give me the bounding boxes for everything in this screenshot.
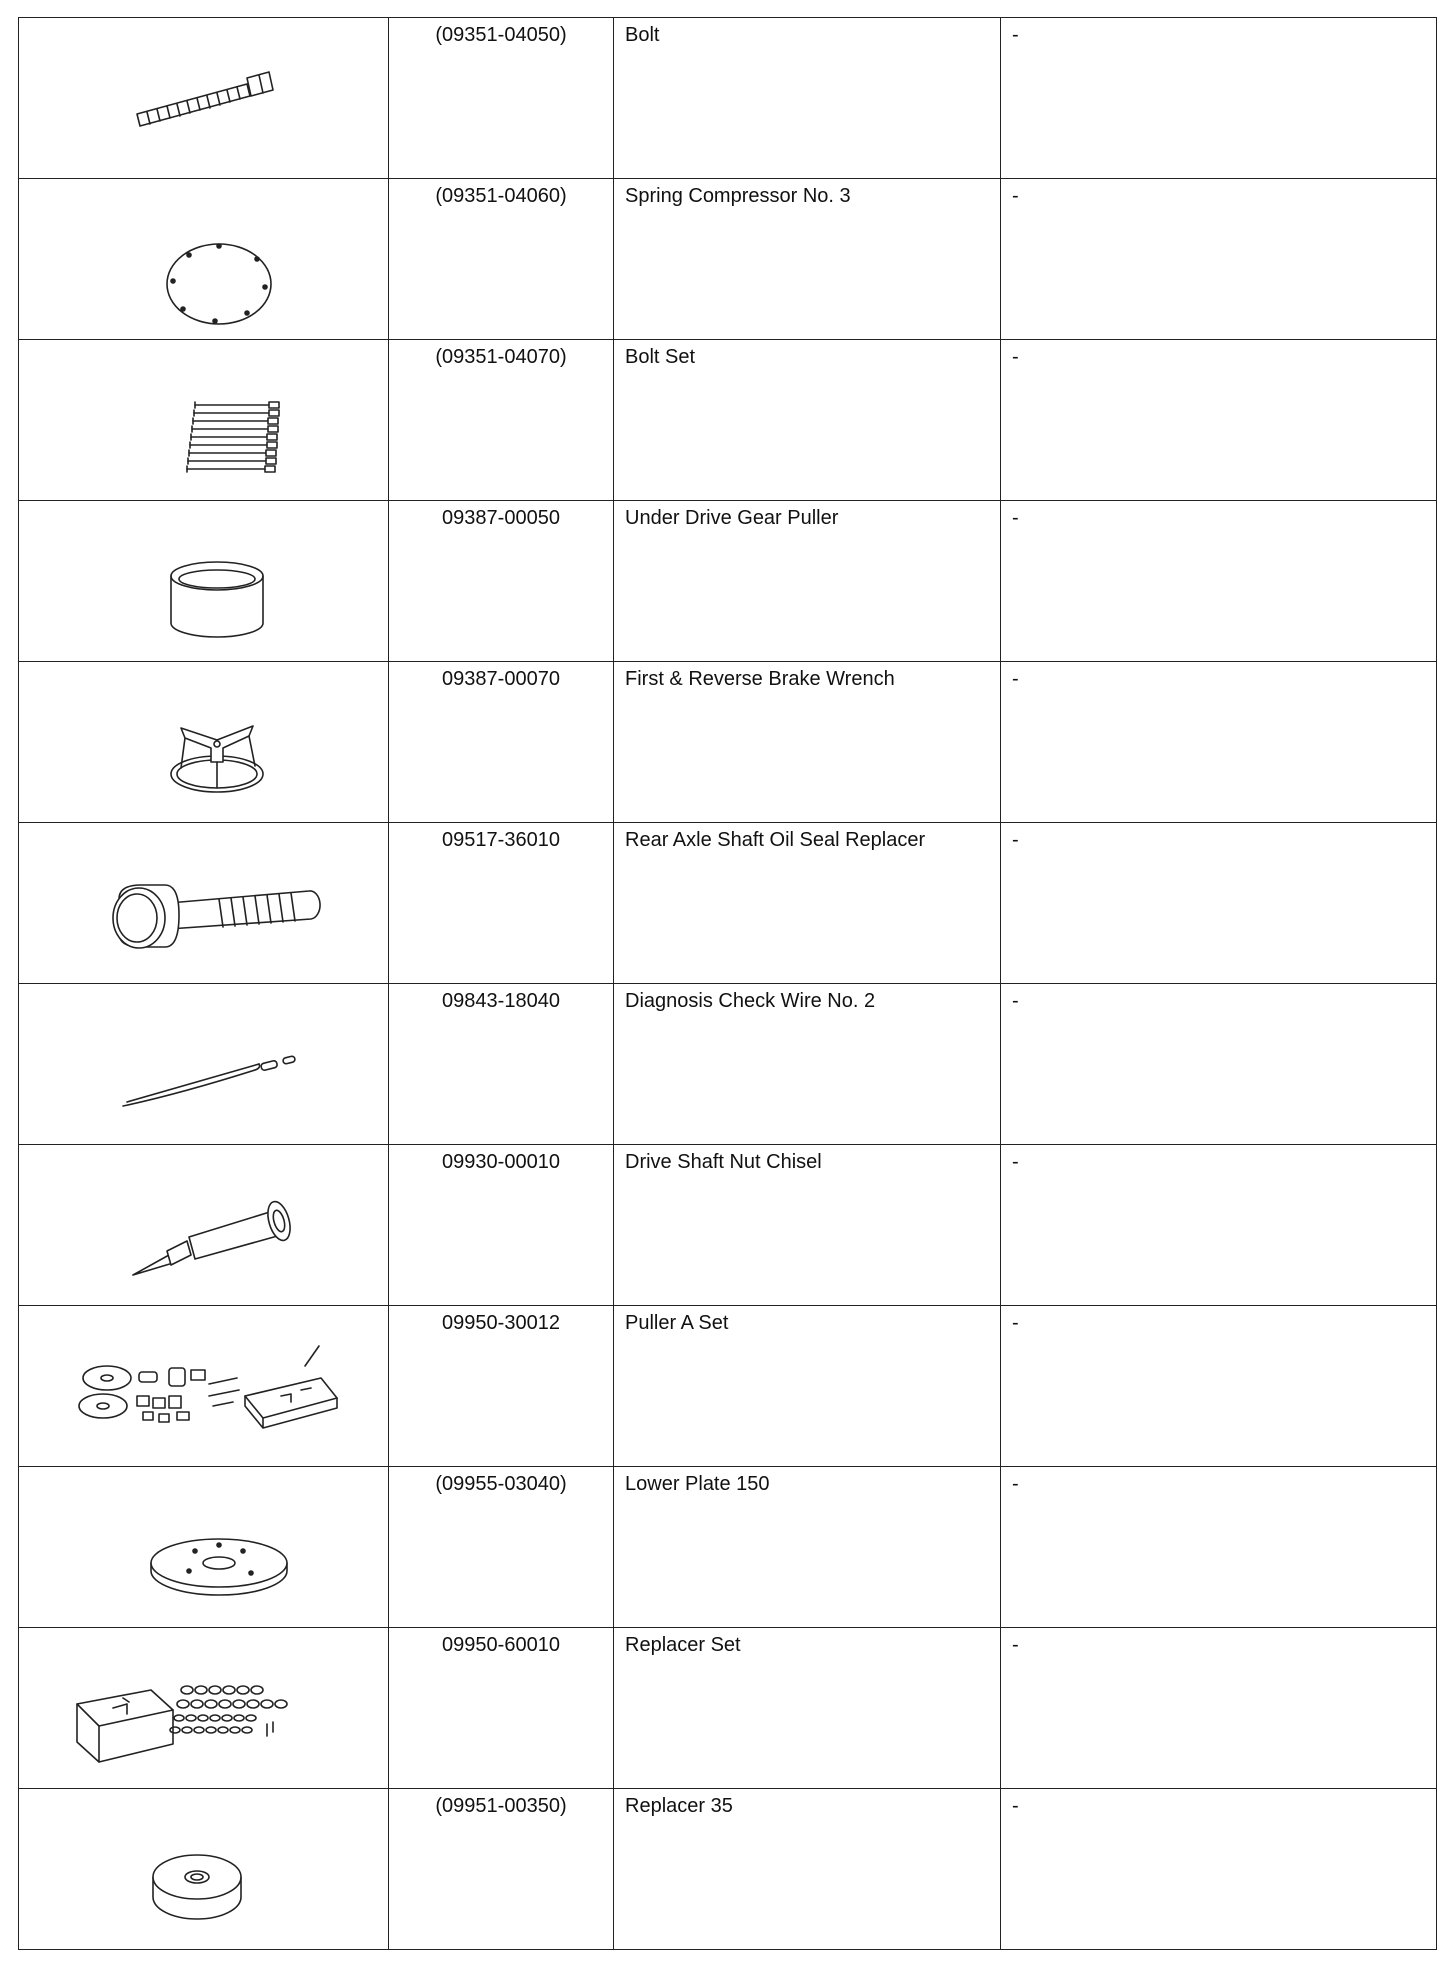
- note-cell: [1001, 179, 1437, 340]
- note-cell: [1001, 662, 1437, 823]
- table-row: [19, 18, 1437, 179]
- tool-name-cell: [614, 662, 1001, 823]
- replacer-disc-icon: [19, 1789, 388, 1949]
- tool-name-cell: [614, 1306, 1001, 1467]
- replacer-set-icon: [19, 1628, 388, 1788]
- table-row: [19, 179, 1437, 340]
- tool-name-cell: [614, 340, 1001, 501]
- part-number-cell: [389, 662, 614, 823]
- tool-name-cell: [614, 18, 1001, 179]
- tool-name-cell: [614, 501, 1001, 662]
- bolt-set-icon: [19, 340, 388, 500]
- tool-illustration-cell: [19, 179, 389, 340]
- note-cell: [1001, 340, 1437, 501]
- tool-illustration-cell: [19, 501, 389, 662]
- bolt-icon: [19, 18, 388, 178]
- part-number: (09351-04060): [435, 185, 567, 207]
- note-cell: [1001, 823, 1437, 984]
- part-number: (09951-00350): [435, 1795, 567, 1817]
- note: -: [1012, 1634, 1019, 1656]
- table-row: [19, 662, 1437, 823]
- tool-name-cell: [614, 179, 1001, 340]
- tool-name: Bolt Set: [625, 346, 696, 368]
- note: -: [1012, 1473, 1019, 1495]
- tool-illustration-cell: [19, 1789, 389, 1950]
- tool-name: Spring Compressor No. 3: [625, 185, 851, 207]
- tool-illustration-cell: [19, 662, 389, 823]
- tool-name-cell: [614, 1628, 1001, 1789]
- part-number: 09950-30012: [442, 1312, 560, 1334]
- tool-name-cell: [614, 1467, 1001, 1628]
- puller-set-icon: [19, 1306, 388, 1466]
- table-row: [19, 823, 1437, 984]
- tool-name: Rear Axle Shaft Oil Seal Replacer: [625, 829, 926, 851]
- table-row: [19, 1306, 1437, 1467]
- table-row: [19, 1789, 1437, 1950]
- tool-name: Puller A Set: [625, 1312, 729, 1334]
- part-number-cell: [389, 340, 614, 501]
- part-number: (09351-04050): [435, 24, 567, 46]
- note: -: [1012, 185, 1019, 207]
- note-cell: [1001, 1306, 1437, 1467]
- table-row: [19, 984, 1437, 1145]
- part-number-cell: [389, 823, 614, 984]
- note: -: [1012, 1312, 1019, 1334]
- part-number-cell: [389, 179, 614, 340]
- table-row: [19, 501, 1437, 662]
- part-number: 09843-18040: [442, 990, 560, 1012]
- note-cell: [1001, 1467, 1437, 1628]
- gear-puller-ring-icon: [19, 501, 388, 661]
- note: -: [1012, 990, 1019, 1012]
- part-number: 09387-00050: [442, 507, 560, 529]
- tool-name-cell: [614, 1145, 1001, 1306]
- table-row: [19, 1628, 1437, 1789]
- note: -: [1012, 668, 1019, 690]
- tool-name: First & Reverse Brake Wrench: [625, 668, 895, 690]
- part-number-cell: [389, 1145, 614, 1306]
- tool-name: Lower Plate 150: [625, 1473, 770, 1495]
- tool-name-cell: [614, 984, 1001, 1145]
- part-number: (09955-03040): [435, 1473, 567, 1495]
- part-number: (09351-04070): [435, 346, 567, 368]
- tool-name: Bolt: [625, 24, 660, 46]
- table-row: [19, 340, 1437, 501]
- note: -: [1012, 1795, 1019, 1817]
- special-tools-table: [18, 17, 1437, 1950]
- tool-name: Drive Shaft Nut Chisel: [625, 1151, 822, 1173]
- part-number: 09517-36010: [442, 829, 560, 851]
- part-number: 09387-00070: [442, 668, 560, 690]
- tool-illustration-cell: [19, 1467, 389, 1628]
- part-number-cell: [389, 1467, 614, 1628]
- note-cell: [1001, 1628, 1437, 1789]
- tool-name: Under Drive Gear Puller: [625, 507, 839, 529]
- tool-name: Diagnosis Check Wire No. 2: [625, 990, 876, 1012]
- tool-illustration-cell: [19, 1628, 389, 1789]
- note: -: [1012, 24, 1019, 46]
- lower-plate-icon: [19, 1467, 388, 1627]
- part-number-cell: [389, 984, 614, 1145]
- tool-illustration-cell: [19, 823, 389, 984]
- tool-illustration-cell: [19, 984, 389, 1145]
- note-cell: [1001, 984, 1437, 1145]
- note: -: [1012, 829, 1019, 851]
- note: -: [1012, 346, 1019, 368]
- note: -: [1012, 1151, 1019, 1173]
- part-number-cell: [389, 1306, 614, 1467]
- part-number-cell: [389, 1789, 614, 1950]
- brake-wrench-icon: [19, 662, 388, 822]
- check-wire-icon: [19, 984, 388, 1144]
- tool-name-cell: [614, 1789, 1001, 1950]
- part-number-cell: [389, 18, 614, 179]
- note-cell: [1001, 501, 1437, 662]
- note-cell: [1001, 18, 1437, 179]
- part-number: 09950-60010: [442, 1634, 560, 1656]
- part-number-cell: [389, 501, 614, 662]
- spring-compressor-disc-icon: [19, 179, 388, 339]
- part-number: 09930-00010: [442, 1151, 560, 1173]
- note: -: [1012, 507, 1019, 529]
- note-cell: [1001, 1789, 1437, 1950]
- tool-name-cell: [614, 823, 1001, 984]
- part-number-cell: [389, 1628, 614, 1789]
- tool-illustration-cell: [19, 1306, 389, 1467]
- oil-seal-replacer-icon: [19, 823, 388, 983]
- table-row: [19, 1467, 1437, 1628]
- tool-illustration-cell: [19, 18, 389, 179]
- note-cell: [1001, 1145, 1437, 1306]
- tool-illustration-cell: [19, 340, 389, 501]
- tool-illustration-cell: [19, 1145, 389, 1306]
- tool-name: Replacer 35: [625, 1795, 733, 1817]
- tool-name: Replacer Set: [625, 1634, 741, 1656]
- table-row: [19, 1145, 1437, 1306]
- nut-chisel-icon: [19, 1145, 388, 1305]
